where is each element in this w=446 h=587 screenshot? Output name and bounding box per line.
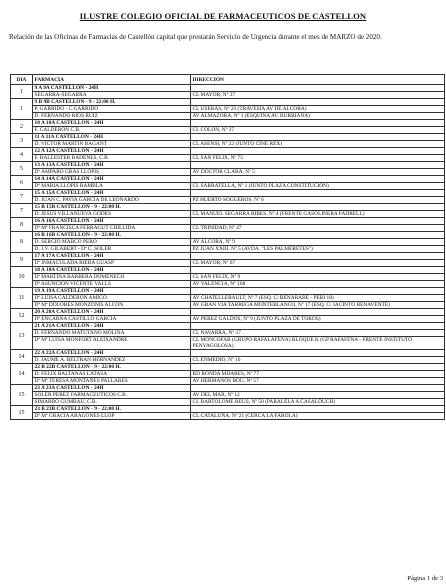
pharmacy-name-cell: SIMARRO GUMBAU, C.B. (33, 399, 191, 406)
day-cell: 3 (11, 134, 33, 148)
table-row-shift-header (11, 406, 445, 413)
table-row (11, 274, 445, 281)
table-row (11, 197, 445, 204)
shift-title-cell: 11 A 11A CASTELLON - 24H (33, 134, 191, 141)
pharmacy-name-cell: D. JAUME A. BELTRAN HERNANDEZ (33, 357, 191, 364)
shift-title-cell: 12 A 12A CASTELLON - 24H (33, 148, 191, 155)
address-cell: CL MANUEL SEGARRA RIBES, Nº 4 (FRENTE GASOLINERA FADRELL) (191, 211, 445, 218)
address-cell: AV GRAN VIA TARREGA MONTEBLANCO, Nº 17 (ESQ. C/ JACINTO BENAVENTE) (191, 302, 445, 309)
table-row (11, 392, 445, 399)
address-cell (191, 85, 445, 92)
day-cell: 11 (11, 288, 33, 309)
shift-title-cell: 15 B 15B CASTELLON - 9 - 22:00 H. (33, 204, 191, 211)
table-row (11, 399, 445, 406)
table-row-shift-header (11, 253, 445, 260)
table-row (11, 155, 445, 162)
address-cell (191, 204, 445, 211)
table-row-shift-header (11, 148, 445, 155)
address-cell (191, 190, 445, 197)
day-cell: 14 (11, 350, 33, 364)
address-cell: CL BARTOLOME REUS, Nº 50 (PARALELA A CASALDUCH) (191, 399, 445, 406)
address-cell (191, 385, 445, 392)
table-row-shift-header (11, 288, 445, 295)
table-row (11, 371, 445, 378)
table-row (11, 211, 445, 218)
day-cell: 15 (11, 385, 33, 406)
address-cell: CL TRINIDAD, Nº 47 (191, 225, 445, 232)
address-cell: CL USERAS, Nº 23 (TRAVESÍA AV DE ALCORA) (191, 106, 445, 113)
pharmacy-name-cell: D. VICTOR MARTIN BAGANT (33, 141, 191, 148)
address-cell (191, 134, 445, 141)
day-cell: 14 (11, 364, 33, 385)
pharmacy-name-cell: Dª Mª FRANCISCA FERRAGUT CHILLIDA (33, 225, 191, 232)
shift-title-cell: 22 B 22B CASTELLON - 9 - 22:00 H. (33, 364, 191, 371)
day-cell: 7 (11, 190, 33, 204)
table-row (11, 357, 445, 364)
column-header-direccion: DIRECCION (191, 75, 445, 85)
day-cell: 13 (11, 323, 33, 350)
address-cell: PZ JUAN XXIII, Nº 5 (AVDA. "LES PALMERETES") (191, 246, 445, 253)
table-row (11, 413, 445, 420)
address-cell: CL COLON, Nº 37 (191, 127, 445, 134)
day-cell: 10 (11, 267, 33, 288)
table-row (11, 92, 445, 99)
address-cell: CL NAVARRA, Nº 37 (191, 330, 445, 337)
intro-paragraph: Relación de las Oficinas de Farmacias de Castellón capital que prestarán Servicio de Urgencia durante el mes de MARZO de 2020. (9, 33, 382, 41)
address-cell: AV DOCTOR CLARA, Nº 5 (191, 169, 445, 176)
table-row-shift-header (11, 85, 445, 92)
table-row-shift-header (11, 162, 445, 169)
shift-title-cell: 17 A 17A CASTELLON - 24H (33, 253, 191, 260)
table-row-shift-header (11, 267, 445, 274)
pharmacy-name-cell: D. JESUS VILLANUEVA GODES (33, 211, 191, 218)
day-cell: 5 (11, 162, 33, 176)
table-body (11, 85, 445, 420)
table-row-shift-header (11, 120, 445, 127)
address-cell: CL SAN FELIX, Nº 9 (191, 274, 445, 281)
address-cell: RD RONDA MIJARES, Nº 77 (191, 371, 445, 378)
pharmacy-name-cell: F. CALDERON C.B. (33, 127, 191, 134)
address-cell (191, 309, 445, 316)
table-row-shift-header (11, 190, 445, 197)
address-cell: AV HERMANOS BOU, Nº 57 (191, 378, 445, 385)
pharmacy-name-cell: D. JUAN C. PAVIA GARCIA DE LEONARDO (33, 197, 191, 204)
day-cell: 8 (11, 232, 33, 253)
table-row-shift-header (11, 204, 445, 211)
address-cell: CL MAYOR, Nº 37 (191, 92, 445, 99)
table-row-shift-header (11, 323, 445, 330)
pharmacy-table (10, 74, 445, 420)
address-cell: AV CHATELLERAULT, Nº 7 (ESQ. C/ BENARABE - PERI 18) (191, 295, 445, 302)
pharmacy-name-cell: D. FELIX BALTANAS LATASA (33, 371, 191, 378)
pharmacy-name-cell: Dª ASUNCION VICENTE VALLS (33, 281, 191, 288)
address-cell (191, 267, 445, 274)
table-row (11, 183, 445, 190)
day-cell: 12 (11, 309, 33, 323)
address-cell: CL MAYOR, Nº 67 (191, 260, 445, 267)
table-row (11, 106, 445, 113)
pharmacy-name-cell: Dº AMPARO GRAS LLOPIS (33, 169, 191, 176)
table-row-shift-header (11, 309, 445, 316)
day-cell: 1 (11, 99, 33, 120)
table-row (11, 246, 445, 253)
address-cell: AV ALMAZORA, Nº 1 (ESQUINA AV. BURRIANA) (191, 113, 445, 120)
shift-title-cell: 14 A 14A CASTELLON - 24H (33, 176, 191, 183)
pharmacy-name-cell: F. BALLESTER BADENES, C.B. (33, 155, 191, 162)
column-header-farmacia: FARMACIA (33, 75, 191, 85)
page-number: Página 1 de 3 (407, 575, 443, 582)
pharmacy-name-cell: D. SERGIO MARCO PERO (33, 239, 191, 246)
address-cell (191, 176, 445, 183)
address-cell: AV DEL MAR, Nº 12 (191, 392, 445, 399)
day-cell: 7 (11, 204, 33, 218)
pharmacy-name-cell: Dª MARIA LLOPIS RAMBLA (33, 183, 191, 190)
table-row-shift-header (11, 218, 445, 225)
address-cell: CL CATALUÑA, Nº 21 (CERCA LA FAROLA) (191, 413, 445, 420)
pharmacy-name-cell: Dª LUISA CALDERON AMIGO (33, 295, 191, 302)
shift-title-cell: 20 A 20A CASTELLON - 24H (33, 309, 191, 316)
table-row (11, 113, 445, 120)
table-row-shift-header (11, 134, 445, 141)
shift-title-cell: 15 A 15A CASTELLON - 24H (33, 190, 191, 197)
address-cell (191, 232, 445, 239)
table-row (11, 337, 445, 350)
address-cell: CL MONCOFAR (GRUPO RAFALAFENA) BLOQUE K (GP RAFAFENA - FRENTE INSTITUTO PENYAGOLOSA) (191, 337, 445, 350)
address-cell (191, 162, 445, 169)
table-row-shift-header (11, 364, 445, 371)
pharmacy-name-cell: Dª Mª DOLORES MONZONIS ALCON (33, 302, 191, 309)
address-cell: AV ALCORA, Nº 9 (191, 239, 445, 246)
address-cell (191, 99, 445, 106)
document-title: ILUSTRE COLEGIO OFICIAL DE FARMACEUTICOS DE CASTELLON (79, 11, 367, 21)
table-row (11, 260, 445, 267)
shift-title-cell: 9 B 9B CASTELLON - 9 - 22:00 H. (33, 99, 191, 106)
shift-title-cell: 16 B 16B CASTELLON - 9 - 22:00 H. (33, 232, 191, 239)
table-row (11, 169, 445, 176)
day-cell: 8 (11, 218, 33, 232)
address-cell: CL ASENSI, Nº 22 (JUNTO CINE REX) (191, 141, 445, 148)
table-row (11, 302, 445, 309)
table-row (11, 330, 445, 337)
table-row-shift-header (11, 99, 445, 106)
address-cell (191, 148, 445, 155)
address-cell (191, 350, 445, 357)
address-cell: CL SARRATELLA, Nº 1 (JUNTO PLAZA CONSTITUCION) (191, 183, 445, 190)
table-row (11, 281, 445, 288)
pharmacy-name-cell: Dª INMACULADA RIERA GUASP (33, 260, 191, 267)
day-cell: 6 (11, 176, 33, 190)
pharmacy-name-cell: D. FERNANDO MATUTANO MOLINA (33, 330, 191, 337)
table-row (11, 316, 445, 323)
shift-title-cell: 22 A 22A CASTELLON - 24H (33, 350, 191, 357)
pharmacy-name-cell: SEGARRA-SEGARRA (33, 92, 191, 99)
table-row-shift-header (11, 350, 445, 357)
address-cell (191, 120, 445, 127)
address-cell (191, 253, 445, 260)
table-row (11, 141, 445, 148)
pharmacy-name-cell: Dª Mª GRACIA ARAGONES LLOP (33, 413, 191, 420)
address-cell (191, 364, 445, 371)
pharmacy-name-cell: P. GARRIDO - C.GARRIDO (33, 106, 191, 113)
pharmacy-name-cell: SOLER PEREZ FARMACEUTICOS C.B. (33, 392, 191, 399)
day-cell: 4 (11, 148, 33, 162)
shift-title-cell: 21 A 21A CASTELLON - 24H (33, 323, 191, 330)
address-cell: AV PEREZ GALDOS, Nº 9 (JUNTO PLAZA DE TOROS) (191, 316, 445, 323)
pharmacy-table-container (10, 74, 444, 420)
address-cell: AV VALENCIA, Nº 108 (191, 281, 445, 288)
table-row-shift-header (11, 176, 445, 183)
day-cell: 9 (11, 253, 33, 267)
shift-title-cell: 18 A 18A CASTELLON - 24H (33, 267, 191, 274)
shift-title-cell: 9 A 9A CASTELLON - 24H (33, 85, 191, 92)
table-header-row (11, 75, 445, 85)
pharmacy-name-cell: Dª MARTINA BARBERA DOMENECH (33, 274, 191, 281)
pharmacy-name-cell: Dª ENCARNA CASTILLO GARCIA (33, 316, 191, 323)
day-cell: 1 (11, 85, 33, 99)
table-row (11, 239, 445, 246)
table-row (11, 378, 445, 385)
shift-title-cell: 19 A 19A CASTELLON - 24H (33, 288, 191, 295)
pharmacy-name-cell: D. J.V. GILABERT - Dª C. SOLER (33, 246, 191, 253)
address-cell (191, 288, 445, 295)
table-row (11, 225, 445, 232)
table-row-shift-header (11, 232, 445, 239)
day-cell: 15 (11, 406, 33, 420)
shift-title-cell: 13 A 13A CASTELLON - 24H (33, 162, 191, 169)
address-cell: CL ENMEDIO, Nº 16 (191, 357, 445, 364)
address-cell: CL SAN FELIX, Nº 75 (191, 155, 445, 162)
address-cell (191, 218, 445, 225)
table-row-shift-header (11, 385, 445, 392)
address-cell (191, 406, 445, 413)
column-header-dia: DIA (11, 75, 33, 85)
pharmacy-name-cell: Dª Mª TERESA MONTAÑES PALLARES (33, 378, 191, 385)
shift-title-cell: 23 A 23A CASTELLON - 24H (33, 385, 191, 392)
shift-title-cell: 23 B 23B CASTELLON - 9 - 22:00 H. (33, 406, 191, 413)
table-row (11, 127, 445, 134)
day-cell: 2 (11, 120, 33, 134)
table-row (11, 295, 445, 302)
shift-title-cell: 16 A 16A CASTELLON - 24H (33, 218, 191, 225)
shift-title-cell: 10 A 10A CASTELLON - 24H (33, 120, 191, 127)
pharmacy-name-cell: D. FERNANDO RIOS RUIZ (33, 113, 191, 120)
address-cell: PZ HUERTO SOGUEROS, Nº 6 (191, 197, 445, 204)
address-cell (191, 323, 445, 330)
pharmacy-name-cell: Dª Mª LUISA MONFORT ALEIXANDRE (33, 337, 191, 350)
